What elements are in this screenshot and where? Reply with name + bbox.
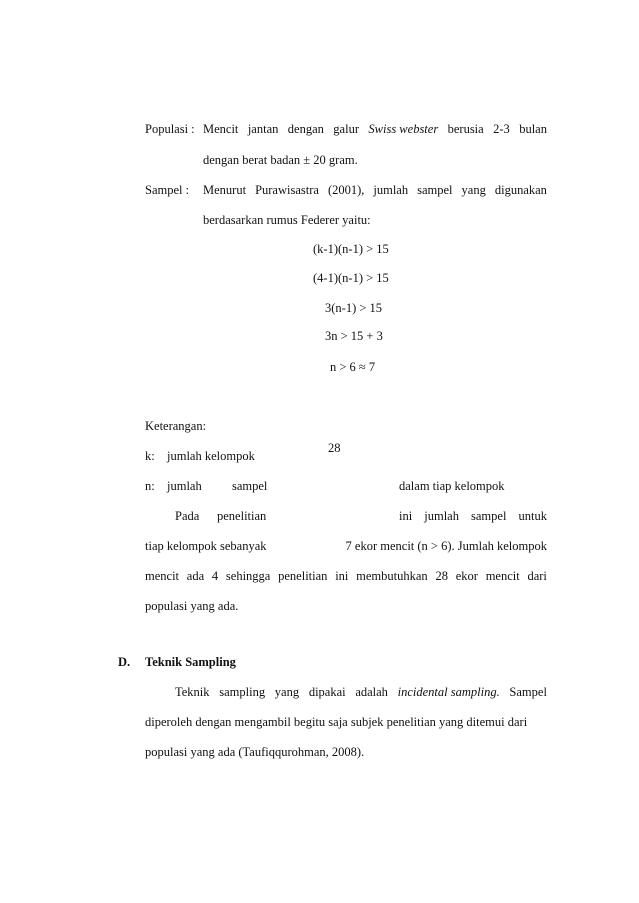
n-word-2: sampel [232,479,268,493]
word: Sampel [509,685,547,699]
sampel-label: Sampel : [145,183,190,197]
formula-line-3: 3(n-1) > 15 [325,301,383,315]
word: Menurut [203,183,247,197]
word: penelitian [278,569,328,583]
sampel-line-2: berdasarkan rumus Federer yaitu: [203,213,371,227]
word: digunakan [494,183,547,197]
section-d-heading: Teknik Sampling [145,655,236,669]
word: 2-3 [493,122,510,136]
formula-line-4: 3n > 15 + 3 [325,329,383,343]
word: sampel [471,509,507,523]
keterangan-title: Keterangan: [145,419,207,433]
section-d-paragraph-line-1 [175,686,547,699]
pada-word-1: Pada [175,509,200,523]
word: (2001), [327,183,365,197]
populasi-label: Populasi : [145,122,195,136]
word: dengan [287,122,324,136]
word: yang [461,183,486,197]
populasi-line-2: dengan berat badan ± 20 gram. [203,153,358,167]
word: ini [399,509,413,523]
word: Purawisastra [255,183,319,197]
word: berusia [447,122,484,136]
word: Mencit [203,122,239,136]
word: sehingga [225,569,271,583]
section-d-letter: D. [118,655,131,669]
word: sampling [219,685,266,699]
section-d-paragraph-line-2: diperoleh dengan mengambil begitu saja subjek penelitian yang ditemui dari [145,715,528,729]
k-label: k: [145,449,155,463]
word: ekor [455,569,478,583]
word: bulan [519,122,547,136]
section-d-paragraph-line-3: populasi yang ada (Taufiqqurohman, 2008). [145,745,365,759]
line-b [145,570,547,583]
page-number: 28 [328,441,341,455]
word: ada [186,569,205,583]
n-word-1: jumlah [167,479,202,493]
word: jumlah [424,509,459,523]
n-label: n: [145,479,155,493]
word: membutuhkan [356,569,428,583]
pada-word-2: penelitian [217,509,267,523]
word: dari [527,569,547,583]
word: ini [335,569,349,583]
word: mencit [145,569,180,583]
formula-line-2: (4-1)(n-1) > 15 [313,271,389,285]
formula-line-1: (k-1)(n-1) > 15 [313,242,389,256]
word: 4 [211,569,219,583]
word: sampel [417,183,453,197]
populasi-line-1 [203,123,547,136]
formula-line-5: n > 6 ≈ 7 [330,360,376,374]
word: dipakai [308,685,346,699]
word: jantan [247,122,279,136]
word: 28 [435,569,448,583]
word: mencit [485,569,520,583]
word: galur [333,122,359,136]
k-text: jumlah kelompok [167,449,255,463]
italic-term: incidental sampling. [397,685,500,699]
line-a-left: tiap kelompok sebanyak [145,539,267,553]
word: untuk [518,509,547,523]
italic-term: Swiss webster [368,122,439,136]
sampel-line-1 [203,184,547,197]
line-c: populasi yang ada. [145,599,239,613]
word: jumlah [373,183,409,197]
line-a-right: 7 ekor mencit (n > 6). Jumlah kelompok [345,539,547,553]
word: Teknik [175,685,210,699]
word: adalah [355,685,388,699]
n-right-text: dalam tiap kelompok [399,479,505,493]
word: yang [274,685,300,699]
pada-right-text [399,510,547,523]
